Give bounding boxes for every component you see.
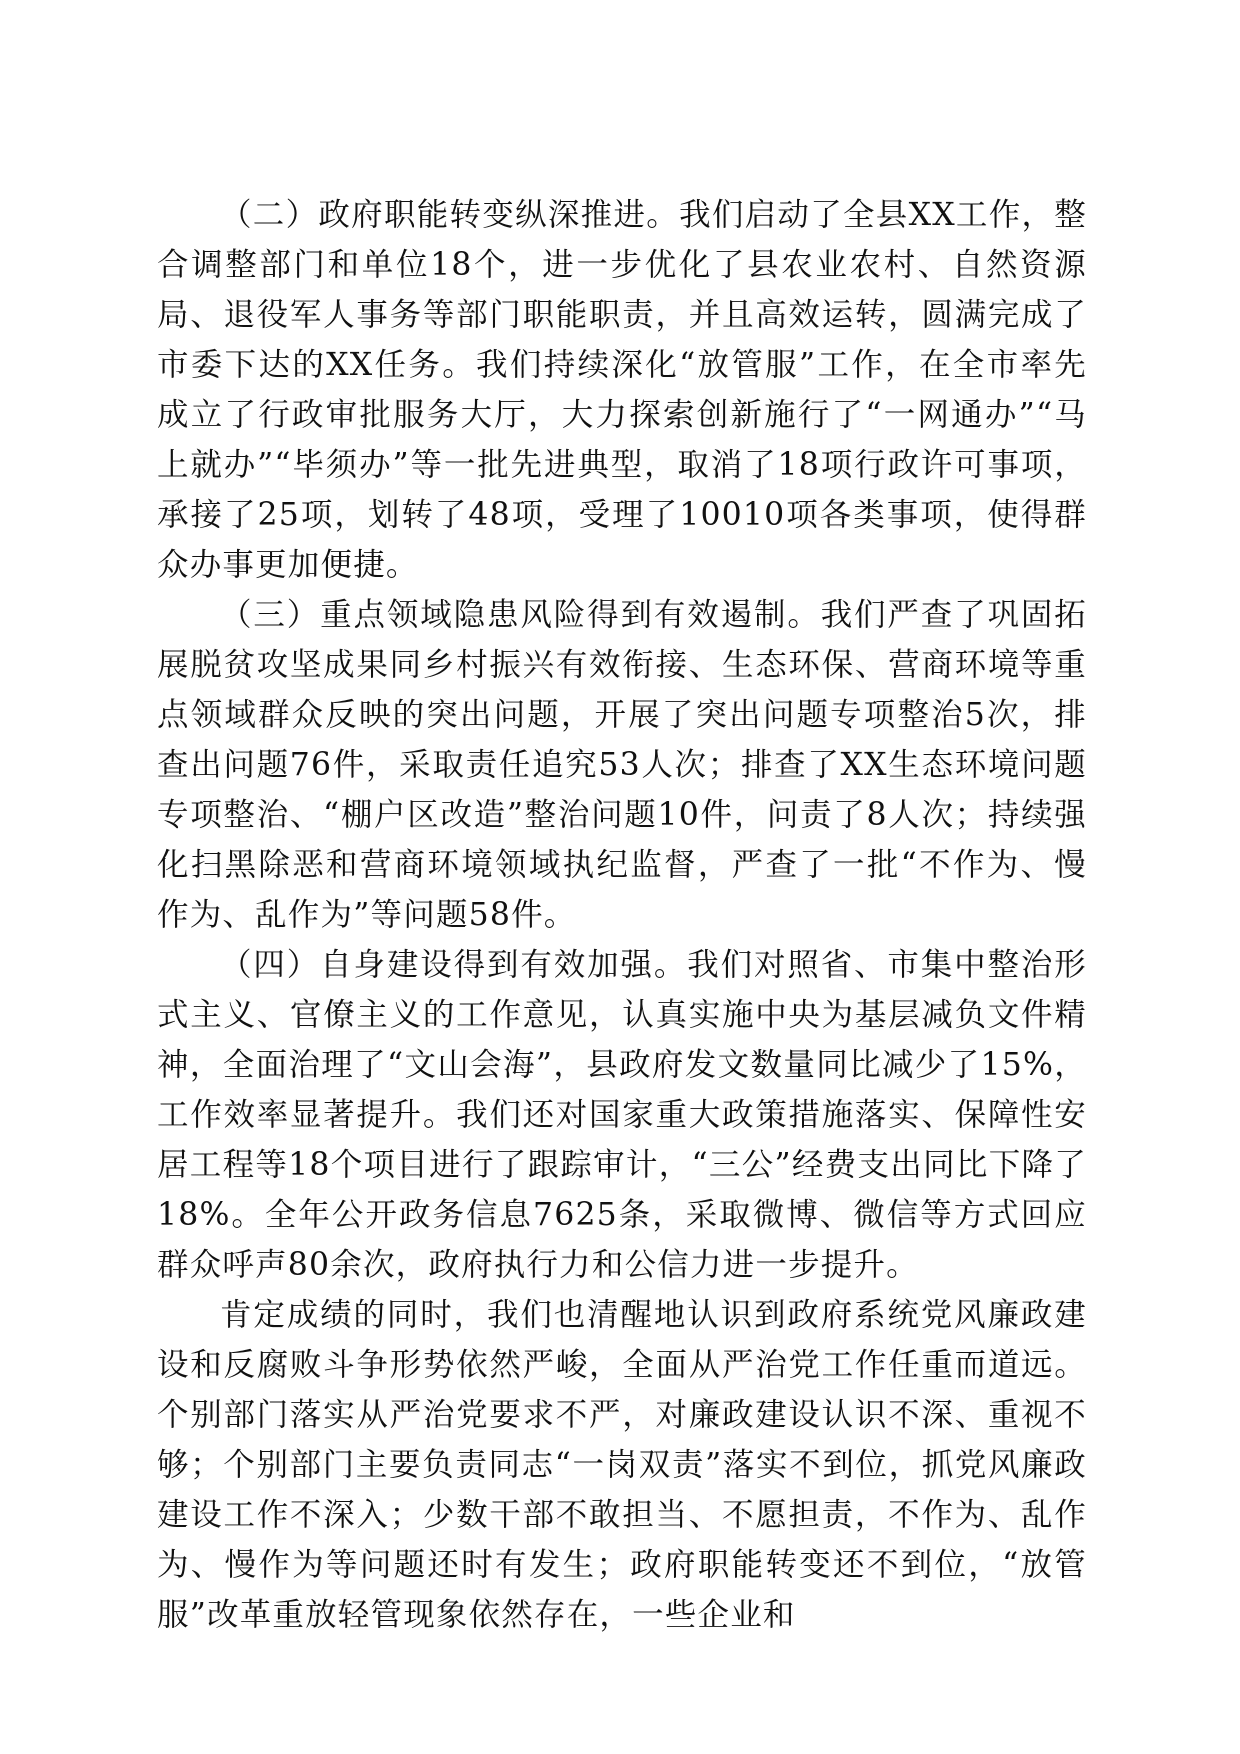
section-heading: （三）重点领域隐患风险得到有效遏制。 [220, 597, 821, 633]
paragraph-body: 我们启动了全县XX工作，整合调整部门和单位18个，进一步优化了县农业农村、自然资源局、退役军人事务等部门职能职责，并且高效运转，圆满完成了市委下达的XX任务。我们持续深化“放管服”工作，在全市率先成立了行政审批服务大厅，大力探索创新施行了“一网通办”“马上就办”“毕须办”等一批先进典型，取消了18项行政许可事项，承接了25项，划转了48项，受理了10010项各类事项，使得群众办事更加便捷。 [157, 197, 1087, 583]
paragraph-government-function [157, 190, 1087, 590]
paragraph-shortcomings [157, 1290, 1087, 1640]
paragraph-body: 肯定成绩的同时，我们也清醒地认识到政府系统党风廉政建设和反腐败斗争形势依然严峻，全面从严治党工作任重而道远。个别部门落实从严治党要求不严，对廉政建设认识不深、重视不够；个别部门主要负责同志“一岗双责”落实不到位，抓党风廉政建设工作不深入；少数干部不敢担当、不愿担责，不作为、乱作为、慢作为等问题还时有发生；政府职能转变还不到位，“放管服”改革重放轻管现象依然存在，一些企业和 [157, 1297, 1087, 1633]
section-heading: （二）政府职能转变纵深推进。 [220, 197, 680, 233]
paragraph-risk-control [157, 590, 1087, 940]
paragraph-body: 我们严查了巩固拓展脱贫攻坚成果同乡村振兴有效衔接、生态环保、营商环境等重点领域群众反映的突出问题，开展了突出问题专项整治5次，排查出问题76件，采取责任追究53人次；排查了XX生态环境问题专项整治、“棚户区改造”整治问题10件，问责了8人次；持续强化扫黑除恶和营商环境领域执纪监督，严查了一批“不作为、慢作为、乱作为”等问题58件。 [157, 597, 1087, 933]
section-heading: （四）自身建设得到有效加强。 [220, 947, 688, 983]
document-page [157, 190, 1087, 1640]
paragraph-self-construction [157, 940, 1087, 1290]
paragraph-body: 我们对照省、市集中整治形式主义、官僚主义的工作意见，认真实施中央为基层减负文件精神，全面治理了“文山会海”，县政府发文数量同比减少了15%，工作效率显著提升。我们还对国家重大政策措施落实、保障性安居工程等18个项目进行了跟踪审计，“三公”经费支出同比下降了18%。全年公开政务信息7625条，采取微博、微信等方式回应群众呼声80余次，政府执行力和公信力进一步提升。 [157, 947, 1087, 1283]
